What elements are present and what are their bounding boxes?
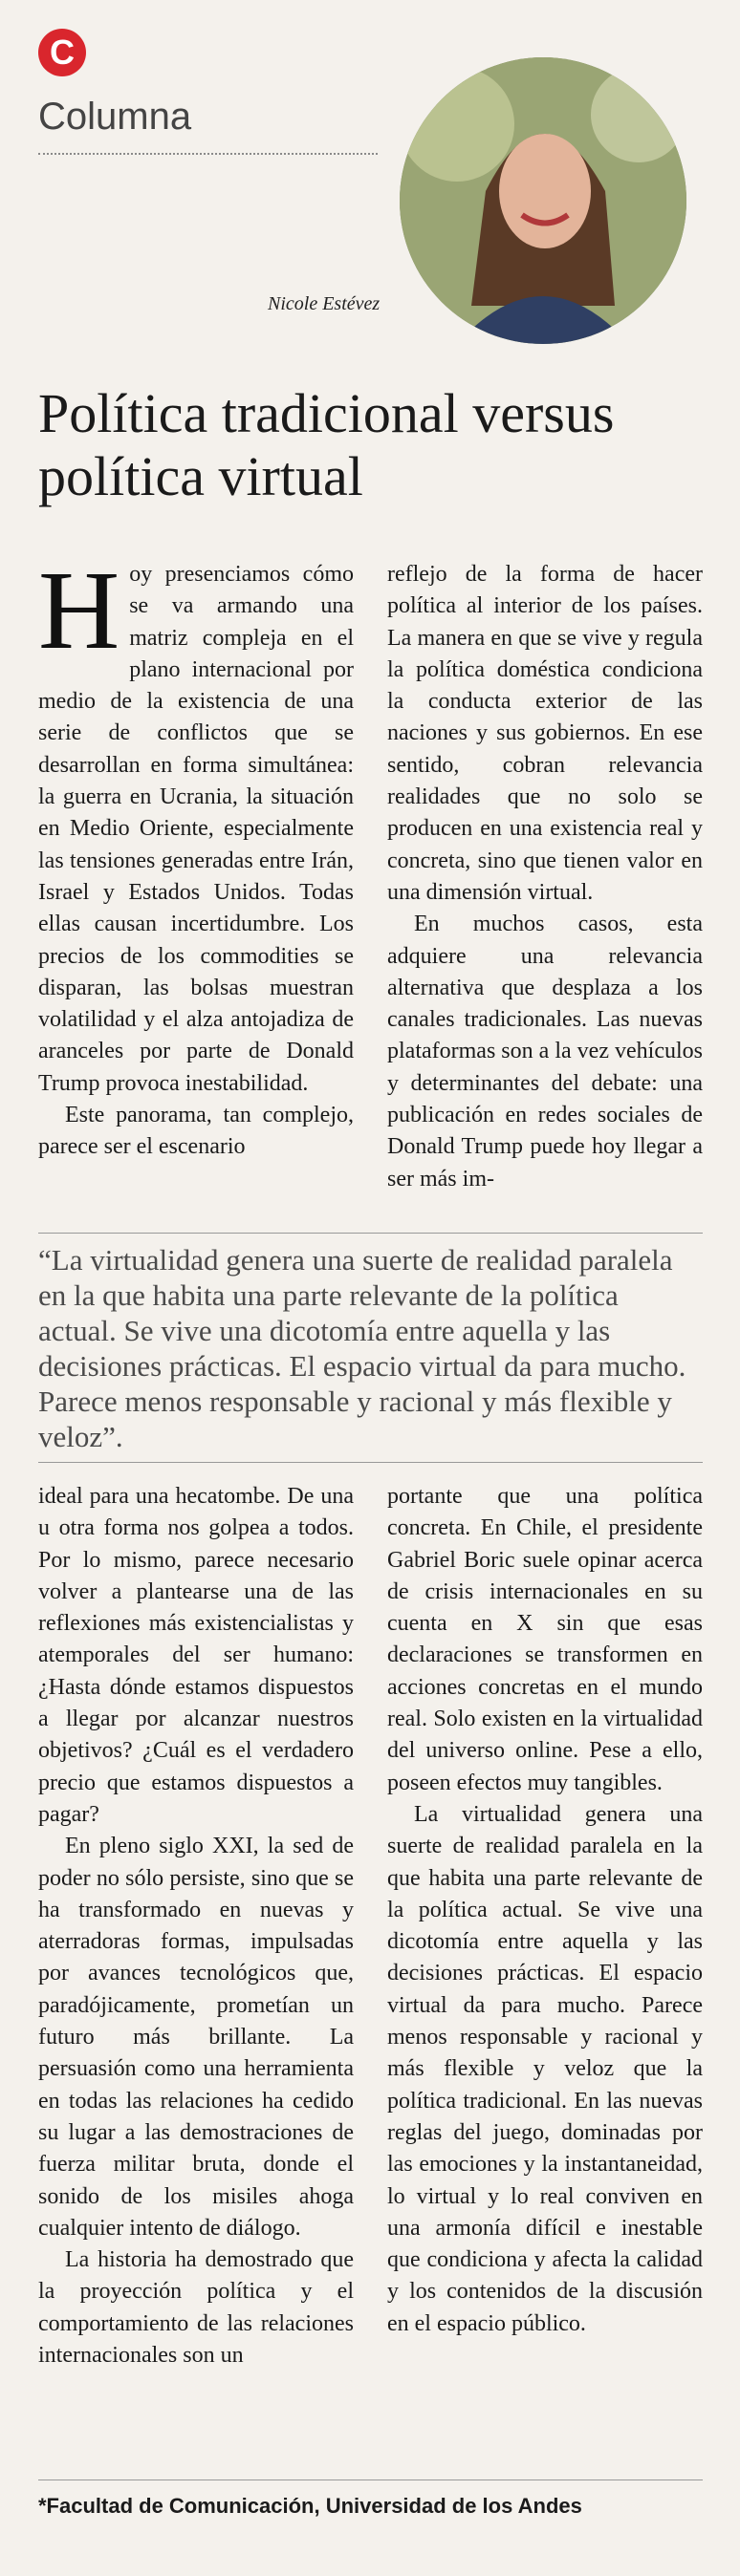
article-top-columns	[38, 547, 703, 1195]
paragraph: ideal para una hecatombe. De una u otra forma nos golpea a todos. Por lo mismo, parece necesario volver a plantearse una de las reflexiones más existencialistas y atemporales del ser humano: ¿Hasta dónde estamos dispuestos a llegar por alcanzar nuestros objetivos? ¿Cuál es el verdadero precio que estamos dispuestos a pagar?	[38, 1484, 354, 1827]
column-1-top	[38, 547, 354, 1195]
paragraph: oy presenciamos cómo se va armando una matriz compleja en el plano internacional por medio de la existencia de una serie de conflictos que se desarrollan en forma simultánea: la guerra en Ucrania, la situación en Medio Oriente, especialmente las tensiones generadas entre Irán, Israel y Estados Unidos. Todas ellas causan incertidumbre. Los precios de los commodities se disparan, las bolsas muestran volatilidad y el alza antojadiza de aranceles por parte de Donald Trump provoca inestabilidad.	[38, 562, 354, 1096]
portrait-illustration	[400, 57, 686, 344]
headline: Política tradicional versus política virtual	[38, 382, 615, 507]
section-badge: C	[38, 29, 86, 76]
article-bottom-columns	[38, 1481, 703, 2372]
section-divider	[38, 153, 378, 155]
paragraph: La historia ha demostrado que la proyección política y el comportamiento de las relaciones internacionales son un	[38, 2247, 354, 2369]
author-affiliation: *Facultad de Comunicación, Universidad de los Andes	[38, 2494, 582, 2518]
author-portrait-icon	[400, 57, 686, 344]
column-2-bottom	[387, 1481, 703, 2372]
paragraph: portante que una política concreta. En Chile, el presidente Gabriel Boric suele opinar acerca de crisis internacionales en su cuenta en X sin que esas declaraciones se transformen en acciones concretas en el mundo real. Solo existen en la virtualidad del universo online. Pese a ello, poseen efectos muy tangibles.	[387, 1484, 703, 1795]
column-1-bottom	[38, 1481, 354, 2372]
paragraph: En pleno siglo XXI, la sed de poder no sólo persiste, sino que se ha transformado en nuevas y aterradoras formas, impulsadas por avances tecnológicos que, paradójicamente, prometían un futuro más brillante. La persuasión como una herramienta en todas las relaciones ha cedido su lugar a las demostraciones de fuerza militar bruta, donde el sonido de los misiles ahoga cualquier intento de diálogo.	[38, 1834, 354, 2241]
quote-divider-bottom	[38, 1462, 703, 1463]
paragraph: Este panorama, tan complejo, parece ser el escenario	[38, 1103, 354, 1160]
drop-cap: H	[38, 547, 120, 673]
pull-quote: “La virtualidad genera una suerte de realidad paralela en la que habita una parte relevante de la política actual. Se vive una dicotomía entre aquella y las decisiones prácticas. El espacio virtual da para mucho. Parece menos responsable y racional y más flexible y veloz”.	[38, 1243, 686, 1453]
quote-divider-top	[38, 1233, 703, 1234]
paragraph: reflejo de la forma de hacer política al interior de los países. La manera en que se vive y regula la política doméstica condiciona la conducta exterior de las naciones y sus gobiernos. En ese sentido, cobran relevancia realidades que no solo se producen en una existencia real y concreta, sino que tienen valor en una dimensión virtual.	[387, 562, 703, 905]
section-title: Columna	[38, 96, 192, 138]
column-2-top	[387, 559, 703, 1195]
paragraph: En muchos casos, esta adquiere una relevancia alternativa que desplaza a los canales tradicionales. Las nuevas plataformas son a la vez vehículos y determinantes del debate: una publicación en redes sociales de Donald Trump puede hoy llegar a ser más im-	[387, 912, 703, 1191]
footer-divider	[38, 2479, 703, 2480]
paragraph: La virtualidad genera una suerte de realidad paralela en la que habita una parte relevante de la política actual. Se vive una dicotomía entre aquella y las decisiones prácticas. El espacio virtual da para mucho. Parece menos responsable y racional y más flexible y veloz que la política tradicional. En las nuevas reglas del juego, dominadas por las emociones y la instantaneidad, lo virtual y lo real conviven en una armonía difícil e inestable que condiciona y afecta la calidad y los contenidos de la discusión en el espacio público.	[387, 1801, 703, 2336]
author-name: Nicole Estévez	[268, 293, 381, 314]
